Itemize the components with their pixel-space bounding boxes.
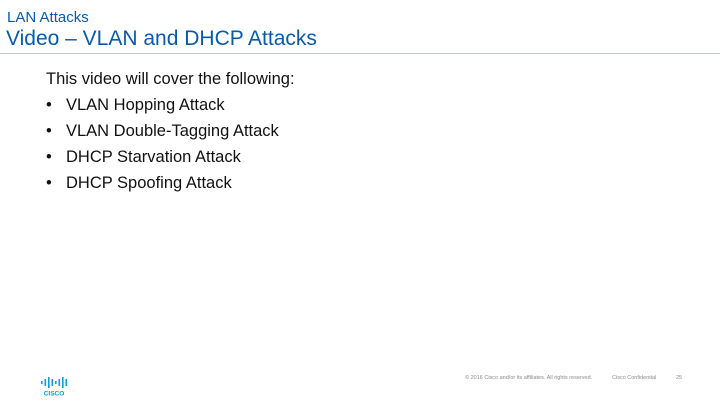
classification-label: Cisco Confidential	[612, 375, 657, 381]
bullet-item	[46, 144, 295, 170]
logo-wordmark: CISCO	[43, 390, 65, 396]
bullet-icon: •	[46, 148, 52, 166]
page-number: 25	[676, 375, 683, 381]
bullet-icon: •	[46, 174, 52, 192]
bullet-text: VLAN Double-Tagging Attack	[66, 122, 279, 140]
intro-text: This video will cover the following:	[46, 70, 295, 88]
copyright-text: © 2016 Cisco and/or its affiliates. All rights reserved.	[465, 375, 593, 381]
bullet-list	[46, 92, 295, 196]
slide-title: Video – VLAN and DHCP Attacks	[6, 27, 317, 50]
bullet-text: DHCP Starvation Attack	[66, 148, 241, 166]
title-divider	[0, 53, 720, 54]
cisco-logo-icon	[40, 376, 70, 396]
bullet-item	[46, 118, 295, 144]
bullet-text: DHCP Spoofing Attack	[66, 174, 232, 192]
bullet-text: VLAN Hopping Attack	[66, 96, 225, 114]
slide-body	[46, 66, 295, 196]
bullet-item	[46, 170, 295, 196]
bullet-icon: •	[46, 122, 52, 140]
bullet-icon: •	[46, 96, 52, 114]
bullet-item	[46, 92, 295, 118]
section-title: LAN Attacks	[7, 9, 89, 26]
